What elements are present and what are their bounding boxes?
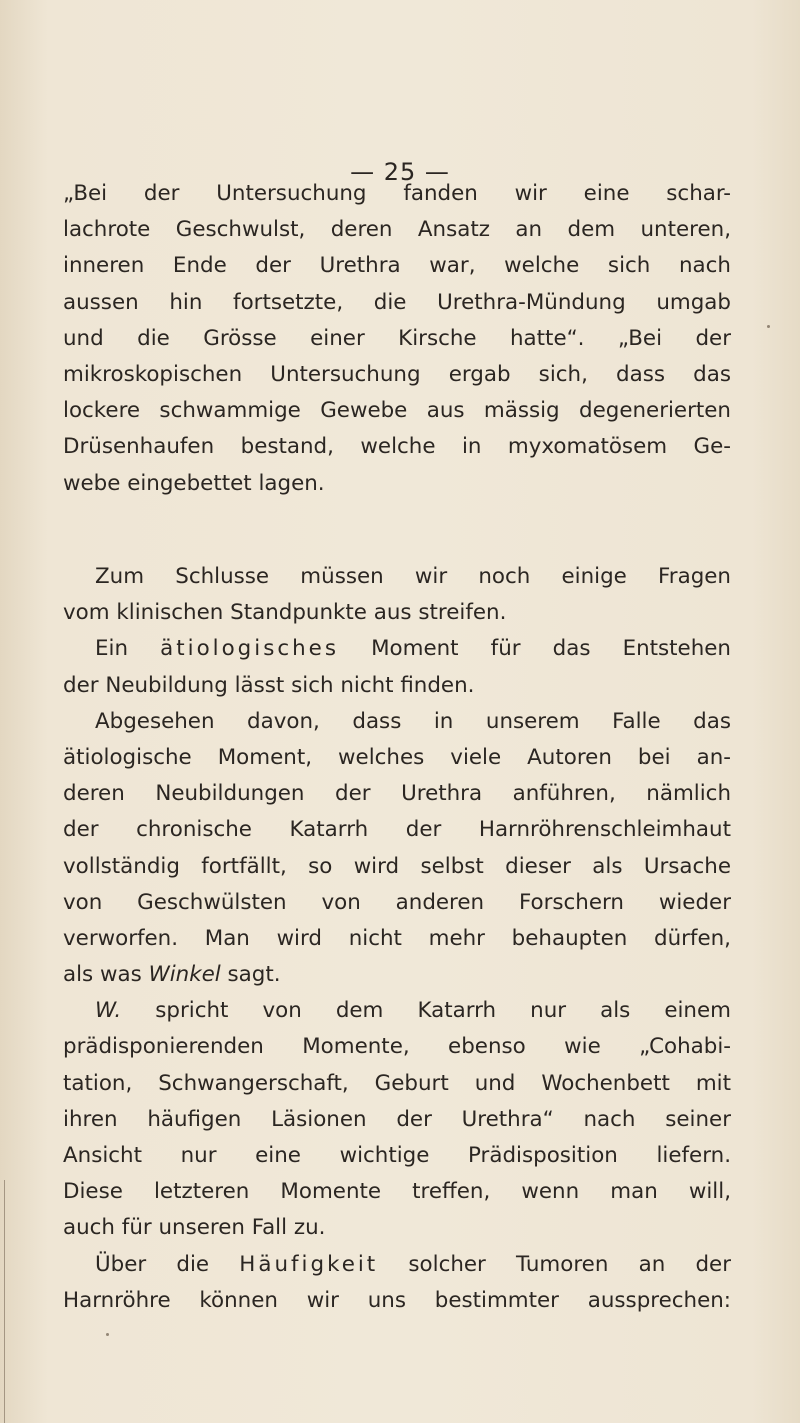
text-line: tation, Schwangerschaft, Geburt und Wochenbett mit [63,1070,731,1096]
scan-edge-line [4,1180,5,1423]
text-line: der chronische Katarrh der Harnröhrenschleimhaut [63,817,731,843]
text-run: Über die [95,1251,210,1277]
paragraph-winkel [63,993,731,1246]
author-abbreviation: W. [95,998,122,1024]
paragraph-quote [63,176,731,502]
text-line: webe eingebettet lagen. [63,470,325,496]
text-run: Moment für das Entstehen [371,636,731,662]
main-text [63,559,731,1319]
text-run: Ein [95,636,129,662]
text-line: deren Neubildungen der Urethra anführen, nämlich [63,781,731,807]
text-line: und die Grösse einer Kirsche hatte“. „Bei der [63,325,731,351]
paragraph-conclusion [63,559,731,631]
text-run: solcher Tumoren an der [408,1251,731,1277]
text-line: vollständig fortfällt, so wird selbst dieser als Ursache [63,853,731,879]
text-run: als was [63,962,142,988]
text-line: lachrote Geschwulst, deren Ansatz an dem unteren, [63,217,731,243]
text-line: vom klinischen Standpunkte aus streifen. [63,600,507,626]
author-name: Winkel [148,962,221,988]
text-line [63,1247,731,1283]
text-line: mikroskopischen Untersuchung ergab sich, dass das [63,361,731,387]
paragraph-frequency [63,1247,731,1319]
emphasized-term: ätiologisches [160,636,339,662]
paper-speck [106,1333,109,1336]
text-line: ätiologische Moment, welches viele Autoren bei an- [63,744,731,770]
text-line: von Geschwülsten von anderen Forschern wieder [63,889,731,915]
text-line: Ansicht nur eine wichtige Prädisposition liefern. [63,1143,731,1168]
text-line: „Bei der Untersuchung fanden wir eine schar- [63,181,731,206]
text-line: auch für unseren Fall zu. [63,1215,326,1241]
text-line: inneren Ende der Urethra war, welche sich nach [63,253,731,279]
text-run: spricht von dem Katarrh nur als einem [155,998,731,1024]
text-line: Abgesehen davon, dass in unserem Falle das [95,708,731,734]
text-line: Diese letzteren Momente treffen, wenn man will, [63,1179,731,1205]
text-line: Harnröhre können wir uns bestimmter aussprechen: [63,1287,731,1313]
text-line: der Neubildung lässt sich nicht finden. [63,672,475,698]
text-line: Drüsenhaufen bestand, welche in myxomatösem Ge- [63,434,731,460]
text-line: aussen hin fortsetzte, die Urethra-Mündung umgab [63,289,731,315]
text-line: lockere schwammige Gewebe aus mässig degenerierten [63,398,731,424]
paragraph-catarrh [63,704,731,994]
page-number: — 25 — [350,158,450,186]
text-run: sagt. [227,962,281,988]
text-line: verworfen. Man wird nicht mehr behaupten dürfen, [63,925,731,951]
paper-speck [767,325,770,328]
text-line [63,993,731,1029]
text-line: prädisponierenden Momente, ebenso wie „Cohabi- [63,1034,731,1060]
emphasized-term: Häufigkeit [239,1251,379,1277]
text-line: ihren häufigen Läsionen der Urethra“ nach seiner [63,1106,731,1132]
text-line [63,957,731,993]
text-line [63,631,731,667]
paragraph-etiology [63,631,731,703]
text-line: Zum Schlusse müssen wir noch einige Fragen [95,564,731,589]
